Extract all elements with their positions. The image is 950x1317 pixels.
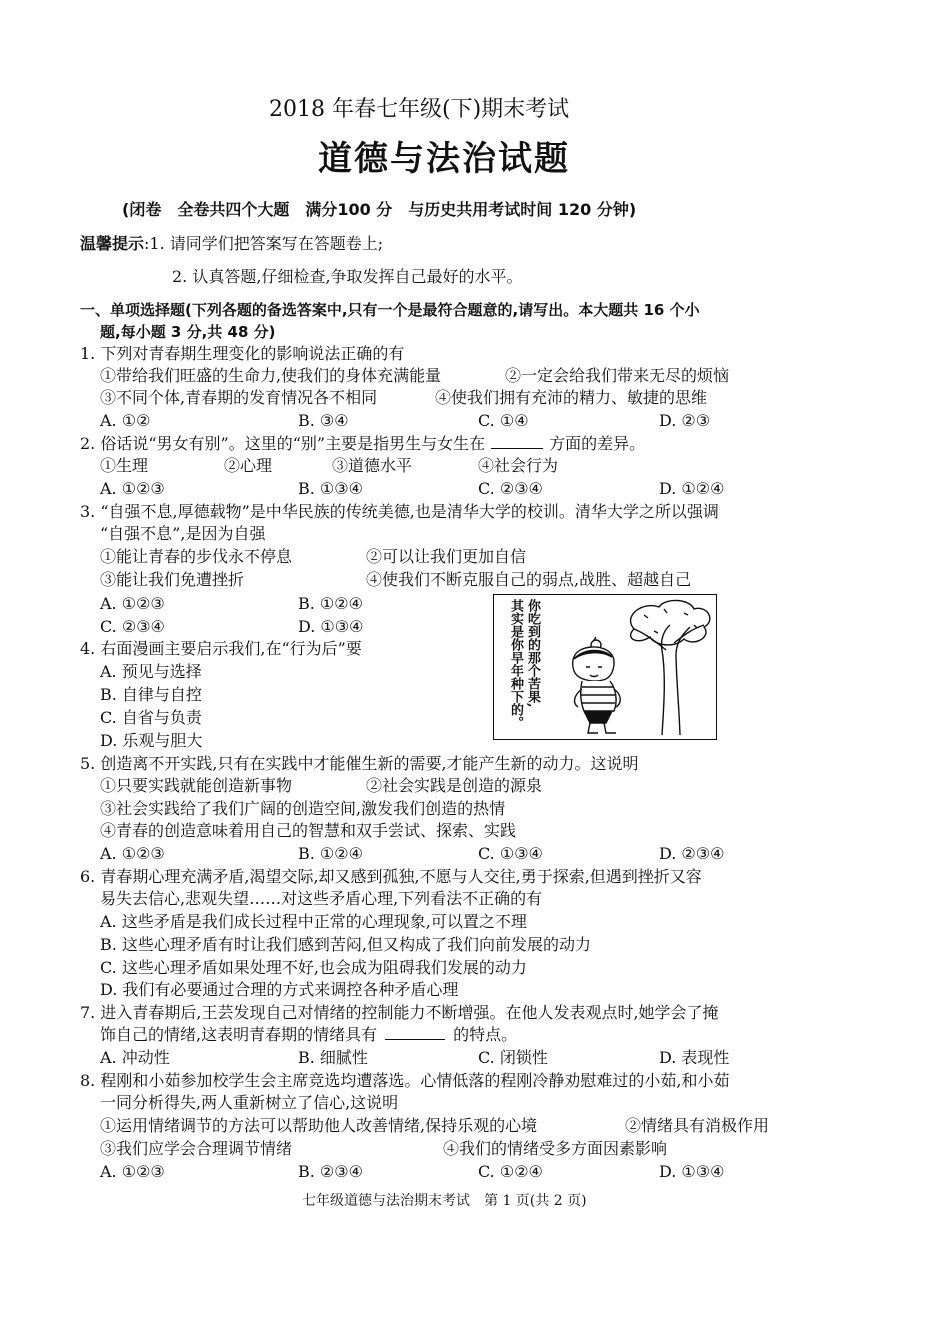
q7-option-d: D. 表现性 — [659, 1048, 730, 1067]
tips-label: 温馨提示 — [80, 234, 145, 253]
q8-option-c: C. ①②④ — [478, 1162, 543, 1181]
q2-option-a: A. ①②③ — [100, 479, 165, 498]
q2-statement-2: ②心理 — [224, 456, 273, 475]
q4-option-b: B. 自律与自控 — [100, 685, 202, 704]
q3-statement-3: ③能让我们免遭挫折 — [100, 570, 245, 589]
q5-statement-2: ②社会实践是创造的源泉 — [366, 776, 543, 795]
q2-answer-blank — [491, 434, 543, 449]
q8-stem-line-1: 8. 程刚和小茹参加校学生会主席竞选均遭落选。心情低落的程刚冷静劝慰难过的小茹,和小茹 — [80, 1071, 730, 1090]
q4-cartoon — [493, 594, 717, 740]
q8-statement-1: ①运用情绪调节的方法可以帮助他人改善情绪,保持乐观的心境 — [100, 1116, 538, 1135]
q3-option-c: C. ②③④ — [100, 617, 165, 636]
section-heading-line-1: 一、单项选择题(下列各题的备选答案中,只有一个是最符合题意的,请写出。本大题共 16 个小 — [80, 301, 700, 319]
subject-title: 道德与法治试题 — [318, 139, 570, 179]
q2-stem-before-blank: 2. 俗话说“男女有别”。这里的“别”主要是指男生与女生在 — [80, 434, 486, 453]
q3-statement-2: ②可以让我们更加自信 — [366, 547, 527, 566]
q6-stem-line-2: 易失去信心,悲观失望……对这些矛盾心理,下列看法不正确的有 — [100, 889, 543, 908]
q3-option-b: B. ①②④ — [298, 594, 363, 613]
q1-stem: 1. 下列对青春期生理变化的影响说法正确的有 — [80, 344, 405, 363]
q3-option-d: D. ①③④ — [298, 617, 364, 636]
q8-statement-4: ④我们的情绪受多方面因素影响 — [443, 1139, 668, 1158]
q3-option-a: A. ①②③ — [100, 594, 165, 613]
tips-item-1: :1. 请同学们把答案写在答题卷上; — [144, 234, 384, 253]
cartoon-speech-left: 其实是你早年种下的。 — [508, 599, 523, 729]
q4-option-d: D. 乐观与胆大 — [100, 731, 203, 750]
q7-option-b: B. 细腻性 — [298, 1048, 368, 1067]
page-footer: 七年级道德与法治期末考试 第 1 页(共 2 页) — [302, 1193, 587, 1209]
q1-option-c: C. ①④ — [478, 411, 529, 430]
q4-stem: 4. 右面漫画主要启示我们,在“行为后”要 — [80, 639, 362, 658]
boy-illustration — [573, 637, 621, 733]
tips-item-2: 2. 认真答题,仔细检查,争取发挥自己最好的水平。 — [172, 267, 523, 286]
q6-option-d: D. 我们有必要通过合理的方式来调控各种矛盾心理 — [100, 980, 459, 999]
q3-stem-line-1: 3. “自强不息,厚德载物”是中华民族的传统美德,也是清华大学的校训。清华大学之所以强调 — [80, 502, 719, 521]
q1-statement-1: ①带给我们旺盛的生命力,使我们的身体充满能量 — [100, 366, 442, 385]
q6-option-b: B. 这些心理矛盾有时让我们感到苦闷,但又构成了我们向前发展的动力 — [100, 935, 592, 954]
q2-statement-1: ①生理 — [100, 456, 149, 475]
q3-stem-line-2: “自强不息”,是因为自强 — [100, 524, 266, 543]
tree-illustration — [631, 600, 710, 735]
q8-option-b: B. ②③④ — [298, 1162, 363, 1181]
q4-option-c: C. 自省与负责 — [100, 708, 202, 727]
q2-option-c: C. ②③④ — [478, 479, 543, 498]
q6-option-a: A. 这些矛盾是我们成长过程中正常的心理现象,可以置之不理 — [100, 912, 527, 931]
q7-stem-line-2 — [100, 1024, 517, 1046]
q2-option-d: D. ①②④ — [659, 479, 725, 498]
q6-option-c: C. 这些心理矛盾如果处理不好,也会成为阻碍我们发展的动力 — [100, 958, 527, 977]
q7-stem-after-blank: 的特点。 — [453, 1025, 518, 1044]
q7-stem-before-blank: 饰自己的情绪,这表明青春期的情绪具有 — [100, 1025, 378, 1044]
section-heading-line-2: 题,每小题 3 分,共 48 分) — [100, 323, 276, 341]
q5-option-b: B. ①②④ — [298, 844, 363, 863]
q7-option-a: A. 冲动性 — [100, 1048, 170, 1067]
q3-statement-4: ④使我们不断克服自己的弱点,战胜、超越自己 — [366, 570, 692, 589]
q7-answer-blank — [385, 1025, 445, 1040]
q2-stem-after-blank: 方面的差异。 — [549, 434, 646, 453]
q4-option-a: A. 预见与选择 — [100, 662, 202, 681]
q2-statement-4: ④社会行为 — [478, 456, 559, 475]
tips-line-1 — [80, 233, 383, 255]
exam-title: 2018 年春七年级(下)期末考试 — [269, 97, 570, 122]
q1-statement-4: ④使我们拥有充沛的精力、敏捷的思维 — [435, 388, 708, 407]
q7-stem-line-1: 7. 进入青春期后,王芸发现自己对情绪的控制能力不断增强。在他人发表观点时,她学会了掩 — [80, 1003, 719, 1022]
q5-option-a: A. ①②③ — [100, 844, 165, 863]
q2-option-b: B. ①③④ — [298, 479, 363, 498]
q5-statement-4: ④青春的创造意味着用自己的智慧和双手尝试、探索、实践 — [100, 821, 517, 840]
cartoon-speech-right: 你吃到的那个苦果, — [525, 599, 540, 708]
q1-statement-2: ②一定会给我们带来无尽的烦恼 — [505, 366, 730, 385]
q1-statement-3: ③不同个体,青春期的发育情况各不相同 — [100, 388, 378, 407]
q5-statement-1: ①只要实践就能创造新事物 — [100, 776, 293, 795]
q1-option-b: B. ③④ — [298, 411, 349, 430]
q3-statement-1: ①能让青春的步伐永不停息 — [100, 547, 293, 566]
q8-statement-2: ②情绪具有消极作用 — [625, 1116, 770, 1135]
q5-option-c: C. ①③④ — [478, 844, 543, 863]
q6-stem-line-1: 6. 青春期心理充满矛盾,渴望交际,却又感到孤独,不愿与人交往,勇于探索,但遇到挫折又容 — [80, 867, 702, 886]
q7-option-c: C. 闭锁性 — [478, 1048, 548, 1067]
q5-stem: 5. 创造离不开实践,只有在实践中才能催生新的需要,才能产生新的动力。这说明 — [80, 754, 639, 773]
q8-option-d: D. ①③④ — [659, 1162, 725, 1181]
q8-stem-line-2: 一同分析得失,两人重新树立了信心,这说明 — [100, 1093, 399, 1112]
q2-stem — [80, 433, 645, 455]
exam-info: (闭卷 全卷共四个大题 满分100 分 与历史共用考试时间 120 分钟) — [122, 200, 637, 219]
q1-option-a: A. ①② — [100, 411, 151, 430]
q8-option-a: A. ①②③ — [100, 1162, 165, 1181]
cartoon-drawing — [494, 595, 715, 738]
q8-statement-3: ③我们应学会合理调节情绪 — [100, 1139, 293, 1158]
q2-statement-3: ③道德水平 — [332, 456, 413, 475]
q5-statement-3: ③社会实践给了我们广阔的创造空间,激发我们创造的热情 — [100, 799, 506, 818]
q1-option-d: D. ②③ — [659, 411, 711, 430]
q5-option-d: D. ②③④ — [659, 844, 725, 863]
